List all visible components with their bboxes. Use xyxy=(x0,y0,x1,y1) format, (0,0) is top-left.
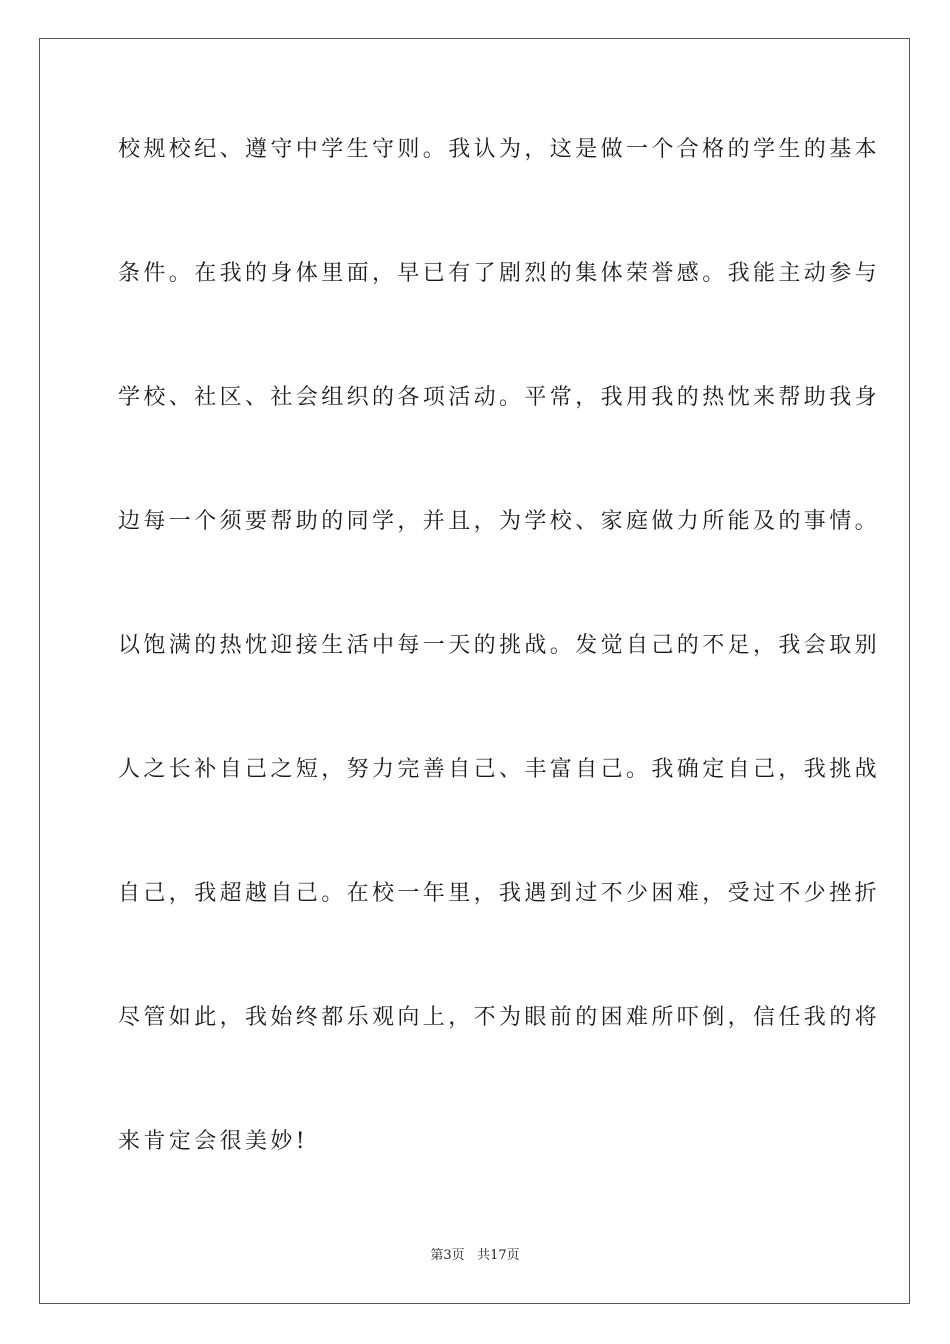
text-line: 学校、社区、社会组织的各项活动。平常，我用我的热忱来帮助我身 xyxy=(118,385,881,410)
text-line: 以饱满的热忱迎接生活中每一天的挑战。发觉自己的不足，我会取别 xyxy=(118,633,881,658)
footer-spacer xyxy=(465,1248,477,1263)
page-footer xyxy=(0,1247,950,1265)
text-line: 校规校纪、遵守中学生守则。我认为，这是做一个合格的学生的基本 xyxy=(118,137,881,162)
text-line: 自己，我超越自己。在校一年里，我遇到过不少困难，受过不少挫折 xyxy=(118,881,881,906)
page-border xyxy=(39,38,910,1304)
total-pages: 共17页 xyxy=(477,1248,520,1263)
text-line: 尽管如此，我始终都乐观向上，不为眼前的困难所吓倒，信任我的将 xyxy=(118,1005,881,1030)
text-line: 人之长补自己之短，努力完善自己、丰富自己。我确定自己，我挑战 xyxy=(118,757,881,782)
page-number: 第3页 xyxy=(430,1248,465,1263)
text-line: 来肯定会很美妙! xyxy=(118,1129,309,1154)
text-line: 边每一个须要帮助的同学，并且，为学校、家庭做力所能及的事情。 xyxy=(118,509,881,534)
text-line: 条件。在我的身体里面，早已有了剧烈的集体荣誉感。我能主动参与 xyxy=(118,261,881,286)
